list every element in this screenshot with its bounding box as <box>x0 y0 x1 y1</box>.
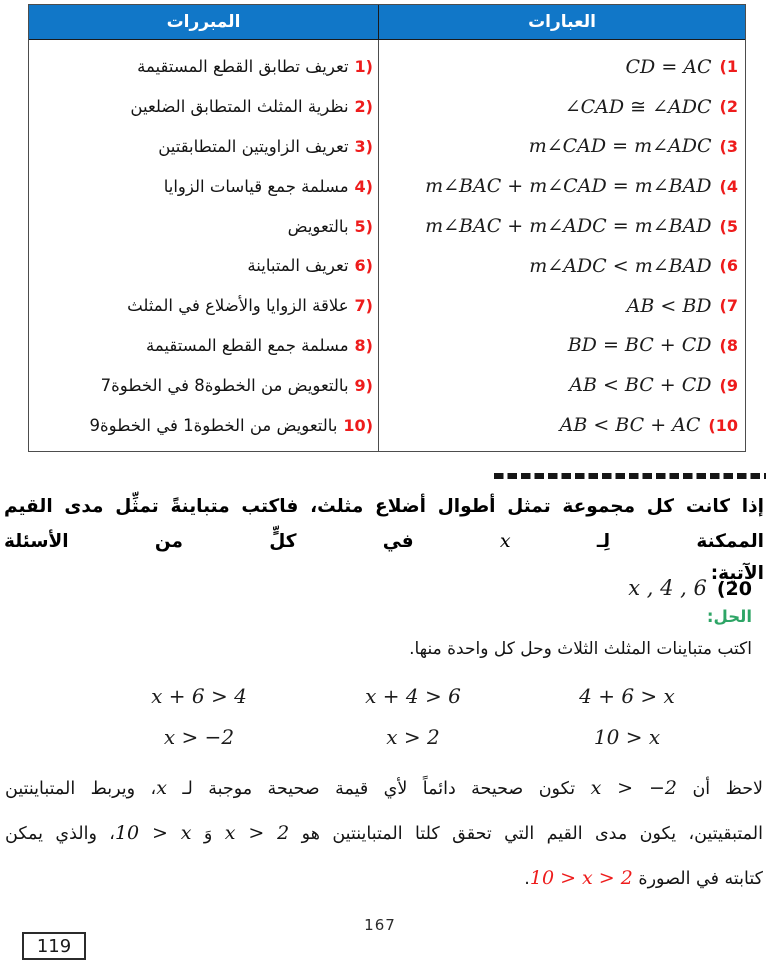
statement-number: (6 <box>719 256 738 276</box>
statement-number: (8 <box>719 335 738 355</box>
statement-row <box>379 127 745 167</box>
inequality-column <box>104 684 294 749</box>
statement-row <box>379 246 745 286</box>
problem-head <box>628 576 752 600</box>
note-math: x > 2 <box>224 822 290 844</box>
statements-column <box>379 40 745 451</box>
statement-number: (7 <box>719 296 738 316</box>
inequality-bottom: x > 2 <box>386 725 440 749</box>
reason-text: تعريف المتباينة <box>247 256 349 276</box>
statement-row <box>379 47 745 87</box>
note-math: x > −2 <box>590 777 678 799</box>
reason-text: مسلمة جمع القطع المستقيمة <box>146 335 349 355</box>
note-text: . <box>524 869 530 889</box>
ref-number: 119 <box>36 935 72 957</box>
reason-row <box>29 87 378 127</box>
problem-number: (20 <box>716 578 752 600</box>
reasons-column <box>29 40 379 451</box>
reason-row <box>29 326 378 366</box>
intro-x-math: x <box>499 530 511 552</box>
reason-number: 7) <box>354 296 373 316</box>
statement-number: (5 <box>719 216 738 236</box>
statement-number: (2 <box>719 97 738 117</box>
dashed-separator <box>494 473 766 479</box>
statement-math: AB < BC + CD <box>569 374 712 397</box>
statement-math: m∠ADC < m∠BAD <box>529 254 712 277</box>
header-cell-reasons: المبررات <box>29 5 379 39</box>
solution-label: الحل: <box>706 607 752 626</box>
reason-number: 10) <box>343 415 373 435</box>
reason-number: 5) <box>354 216 373 236</box>
inequality-column <box>532 684 722 749</box>
question-ref-box <box>22 932 86 960</box>
statement-number: (3 <box>719 136 738 156</box>
statement-row <box>379 286 745 326</box>
statement-math: m∠CAD = m∠ADC <box>528 135 712 158</box>
statement-row <box>379 87 745 127</box>
statement-math: m∠BAC + m∠CAD = m∠BAD <box>425 175 712 198</box>
inequalities-row <box>104 684 722 749</box>
reason-number: 3) <box>354 136 373 156</box>
proof-table-header <box>29 5 745 40</box>
proof-table-body <box>29 40 745 451</box>
statement-math: AB < BC + AC <box>559 414 701 437</box>
inequality-top: 4 + 6 > x <box>579 684 675 708</box>
final-answer: 10 > x > 2 <box>529 867 633 889</box>
reason-row <box>29 206 378 246</box>
statement-row <box>379 206 745 246</box>
statement-math: CD = AC <box>625 55 712 78</box>
problem-given-values: x , 4 , 6 <box>628 576 707 600</box>
statement-number: (4 <box>719 176 738 196</box>
problem-intro <box>4 490 764 589</box>
statement-number: (1 <box>719 57 738 77</box>
reason-text: علاقة الزوايا والأضلاع في المثلث <box>127 296 349 316</box>
inequality-bottom: x > −2 <box>163 725 235 749</box>
reason-text: مسلمة جمع قياسات الزوايا <box>163 176 349 196</box>
note-text: ، ويربط المتباينتين <box>5 779 157 799</box>
statement-row <box>379 166 745 206</box>
solution-intro: اكتب متباينات المثلث الثلاث وحل كل واحدة منها. <box>409 639 752 659</box>
note-text: وَ <box>191 824 225 844</box>
reason-text: تعريف الزاويتين المتطابقتين <box>158 136 349 156</box>
reason-row <box>29 166 378 206</box>
reason-row <box>29 286 378 326</box>
statement-row <box>379 405 745 445</box>
reason-number: 4) <box>354 176 373 196</box>
note-text: ، والذي يمكن <box>5 824 115 844</box>
reason-row <box>29 246 378 286</box>
statement-math: ∠CAD ≅ ∠ADC <box>564 95 712 118</box>
intro-text: إذا كانت كل مجموعة تمثل أطوال أضلاع مثلث، فاكتب متباينةً تمثِّل مدى القيم الممكنة لِـ <box>4 496 764 552</box>
reason-row <box>29 127 378 167</box>
page-number: 167 <box>364 916 396 934</box>
problem-intro-line1 <box>4 490 764 559</box>
inequality-top: x + 4 > 6 <box>365 684 461 708</box>
reason-number: 1) <box>354 57 373 77</box>
reason-row <box>29 365 378 405</box>
note-text: المتبقيتين، يكون مدى القيم التي تحقق كلتا المتباينتين هو <box>289 824 763 844</box>
inequality-bottom: 10 > x <box>593 725 661 749</box>
proof-table <box>28 4 746 452</box>
reason-number: 9) <box>354 375 373 395</box>
note-line1 <box>5 766 763 811</box>
statement-math: BD = BC + CD <box>567 334 712 357</box>
statement-row <box>379 365 745 405</box>
statement-row <box>379 326 745 366</box>
note-line3 <box>5 856 763 901</box>
reason-text: بالتعويض من الخطوة1 في الخطوة9 <box>89 415 338 435</box>
reason-row <box>29 47 378 87</box>
problem-intro-line2: الآتية: <box>710 563 764 584</box>
note-text: كتابته في الصورة <box>632 869 763 889</box>
reason-number: 8) <box>354 335 373 355</box>
note-text: لاحظ أن <box>677 779 763 799</box>
intro-text: في كلٍّ من الأسئلة <box>4 531 500 552</box>
note-math: x <box>156 777 167 799</box>
statement-number: (10 <box>708 415 738 435</box>
reason-text: نظرية المثلث المتطابق الضلعين <box>130 97 349 117</box>
inequality-top: x + 6 > 4 <box>151 684 247 708</box>
reason-text: بالتعويض <box>287 216 349 236</box>
inequality-column <box>318 684 508 749</box>
reason-text: بالتعويض من الخطوة8 في الخطوة7 <box>100 375 349 395</box>
note-line2 <box>5 811 763 856</box>
reason-number: 6) <box>354 256 373 276</box>
reason-number: 2) <box>354 97 373 117</box>
statement-number: (9 <box>719 375 738 395</box>
note-math: 10 > x <box>114 822 192 844</box>
reason-text: تعريف تطابق القطع المستقيمة <box>137 57 349 77</box>
solution-note <box>5 766 763 901</box>
header-cell-statements: العبارات <box>528 12 596 32</box>
note-text: تكون صحيحة دائماً لأي قيمة صحيحة موجبة لـ <box>166 779 591 799</box>
statement-math: m∠BAC + m∠ADC = m∠BAD <box>425 215 712 238</box>
reason-row <box>29 405 378 445</box>
statement-math: AB < BD <box>626 294 712 317</box>
